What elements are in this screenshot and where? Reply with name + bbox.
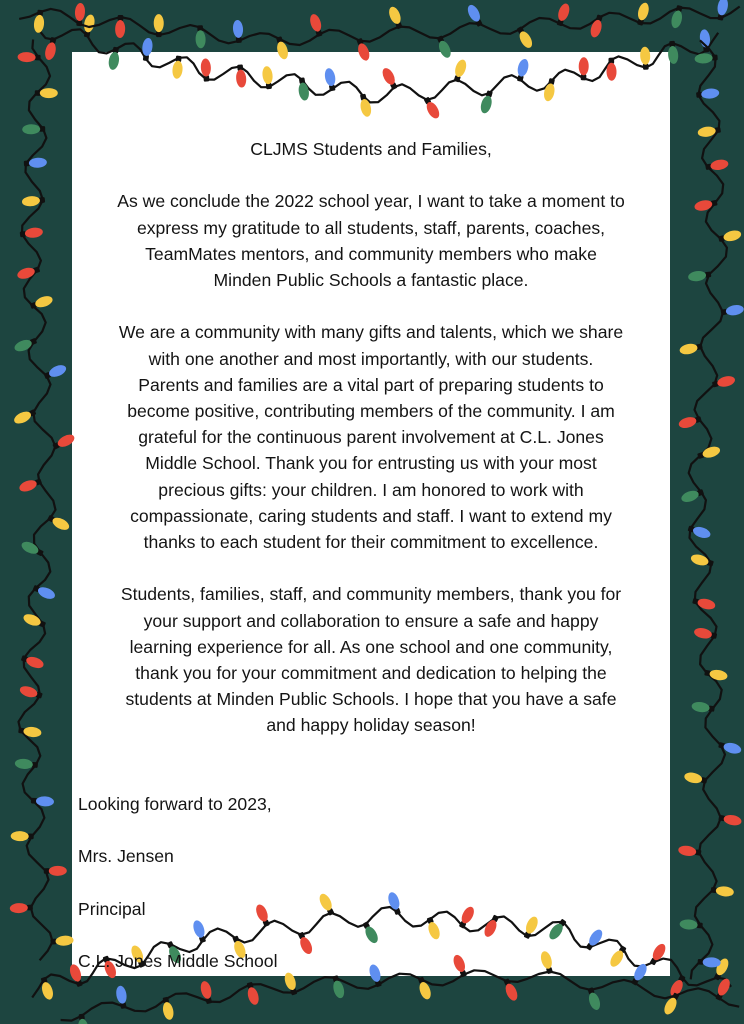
light-bulb-icon [678,845,702,858]
light-bulb-icon [680,487,705,504]
signer-school: C.L. Jones Middle School [78,951,278,972]
light-bulb-icon [555,2,572,27]
light-wire [39,29,718,102]
light-bulb-icon [33,9,45,33]
light-bulb-icon [32,583,57,601]
light-bulb-icon [720,304,744,318]
light-bulb-icon [18,725,42,738]
light-bulb-icon [718,229,743,244]
signer-title: Principal [78,898,146,919]
light-bulb-icon [200,58,211,82]
light-bulb-icon [274,36,290,61]
light-bulb-icon [679,919,703,931]
letter-closing [72,765,670,1001]
light-bulb-icon [39,976,55,1001]
light-bulb-icon [479,90,495,115]
light-bulb-icon [141,37,154,61]
light-bulb-icon [435,34,453,59]
light-bulb-icon [18,684,43,701]
light-bulb-icon [323,67,337,91]
light-bulb-icon [17,52,40,63]
light-bulb-icon [387,5,405,30]
light-bulb-icon [697,957,720,968]
light-bulb-icon [24,157,48,168]
signer-name: Mrs. Jensen [78,846,174,867]
light-bulb-icon [452,58,469,83]
light-bulb-icon [380,66,400,91]
light-bulb-icon [713,977,732,1002]
light-bulb-icon [358,93,373,118]
light-bulb-icon [20,539,45,558]
light-bulb-icon [694,198,719,213]
light-bulb-icon [711,374,736,389]
light-bulb-icon [515,25,535,50]
light-bulb-icon [31,796,55,807]
light-wire [19,7,740,46]
light-bulb-icon [195,25,206,48]
light-bulb-icon [589,14,605,39]
letter-paragraph-2: We are a community with many gifts and talents, which we share with one another and most importantly, with our students. Parents and families are a vital part of preparing students to become positive, contributing members of the community. I am grateful for the continuous parent involvement at C.L. Jones Middle School. Thank you for entrusting us with your most precious gifts: your children. I am honored to work with compassionate, caring students and staff. I want to extend my thanks to each student for their commitment to excellence. [118,322,624,553]
light-bulb-icon [107,46,121,70]
light-bulb-icon [16,264,41,280]
letter-paragraph-3: Students, families, staff, and community members, thank you for your support and collaboration to ensure a safe and happy learning experience for all. As one school and one community, thank you for your commitment and dedication to helping the students at Minden Public Schools. I hope that you have a safe and happy holiday season! [120,584,622,736]
light-bulb-icon [606,58,616,81]
light-wire [19,40,56,961]
light-wire [689,40,727,979]
light-bulb-icon [704,668,728,682]
light-bulb-icon [697,125,721,138]
light-bulb-icon [679,341,704,355]
light-bulb-icon [43,36,58,61]
light-bulb-icon [693,626,718,641]
light-bulb-icon [50,935,74,947]
letter-body [72,136,670,1001]
letter-salutation: CLJMS Students and Families, [250,139,492,159]
light-bulb-icon [35,88,58,98]
light-bulb-icon [297,77,311,101]
light-bulb-icon [29,294,54,311]
light-bulb-icon [14,758,38,770]
light-bulb-icon [18,476,43,493]
closing-line: Looking forward to 2023, [78,794,272,815]
light-bulb-icon [13,336,38,354]
light-bulb-icon [43,363,68,381]
light-bulb-icon [718,740,743,756]
light-bulb-icon [172,55,184,79]
light-bulb-icon [705,158,729,172]
light-bulb-icon [718,813,742,827]
light-bulb-icon [22,124,45,135]
light-bulb-icon [10,902,33,913]
light-bulb-icon [542,78,557,103]
letter-paragraph-1: As we conclude the 2022 school year, I want to take a moment to express my gratitude to all students, staff, parents, coaches, TeamMates mentors, and community members who make Minden Public Schools a fantastic place. [117,191,625,290]
light-bulb-icon [46,513,71,533]
